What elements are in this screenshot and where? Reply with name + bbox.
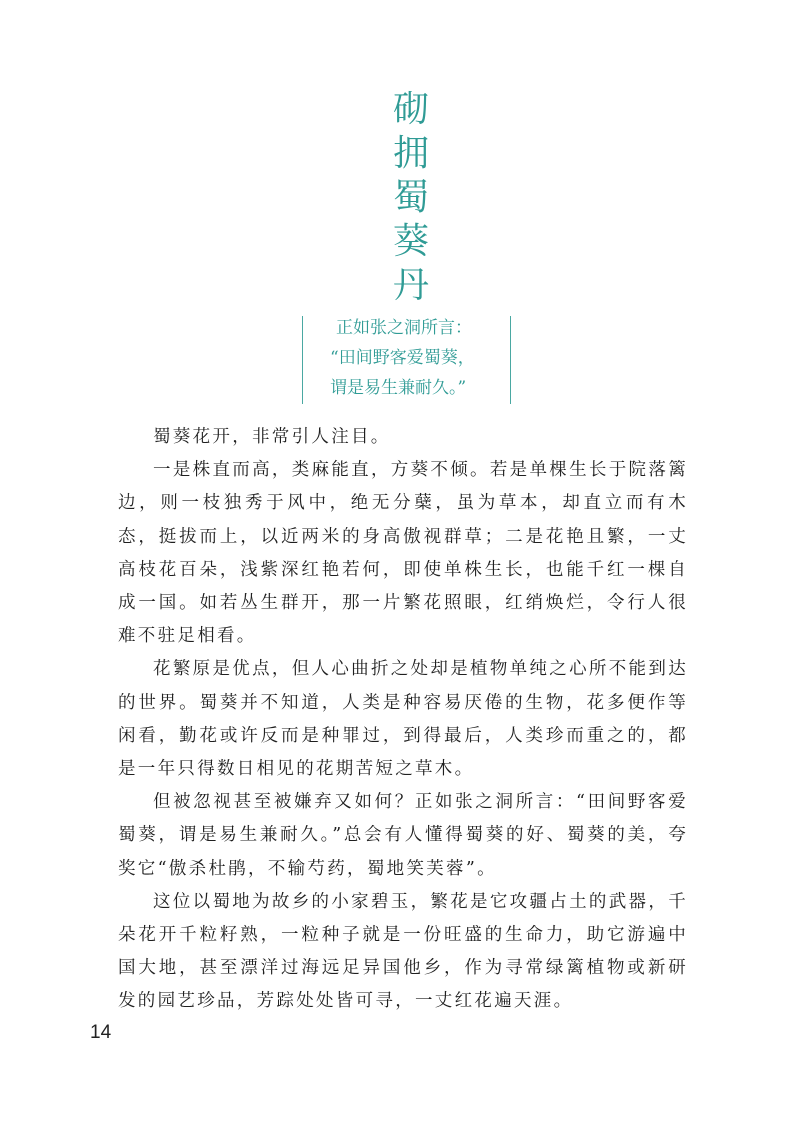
paragraph: 蜀葵花开，非常引人注目。 [153,427,391,447]
chapter-title [386,88,436,308]
paragraph: 这位以蜀地为故乡的小家碧玉，繁花是它攻疆占土的武器，千朵花开千粒籽熟，一粒种子就是一份旺盛的生命力，助它游遍中国大地，甚至漂洋过海远足异国他乡，作为寻常绿篱植物或新研发的园艺珍品，芳踪处处皆可寻，一丈红花遍天涯。 [118,891,688,1012]
title-char: 蜀 [392,177,429,218]
epigraph-line: 谓是易生兼耐久。” [330,378,467,398]
body-text [118,421,688,1019]
paragraph: 一是株直而高，类麻能直，方葵不倾。若是单棵生长于院落篱边，则一枝独秀于风中，绝无分蘖，虽为草本，却直立而有木态，挺拔而上，以近两米的身高傲视群草；二是花艳且繁，一丈高枝花百朵，浅紫深红艳若何，即使单株生长，也能千红一棵自成一国。如若丛生群开，那一片繁花照眼，红绡焕烂，令行人很难不驻足相看。 [118,460,688,647]
epigraph-line: 正如张之洞所言： [336,318,472,338]
paragraph: 但被忽视甚至被嫌弃又如何？正如张之洞所言：“田间野客爱蜀葵，谓是易生兼耐久。”总会有人懂得蜀葵的好、蜀葵的美，夸奖它“傲杀杜鹃，不输芍药，蜀地笑芙蓉”。 [118,792,688,879]
title-char: 葵 [392,221,429,262]
paragraph: 花繁原是优点，但人心曲折之处却是植物单纯之心所不能到达的世界。蜀葵并不知道，人类是种容易厌倦的生物，花多便作等闲看，勤花或许反而是种罪过，到得最后，人类珍而重之的，都是一年只得数日相见的花期苦短之草木。 [118,659,688,780]
title-char: 丹 [392,265,429,306]
epigraph-line: “田间野客爱蜀葵， [330,348,475,368]
page-number: 14 [90,1022,112,1043]
title-char: 拥 [392,133,429,174]
title-char: 砌 [392,89,429,130]
